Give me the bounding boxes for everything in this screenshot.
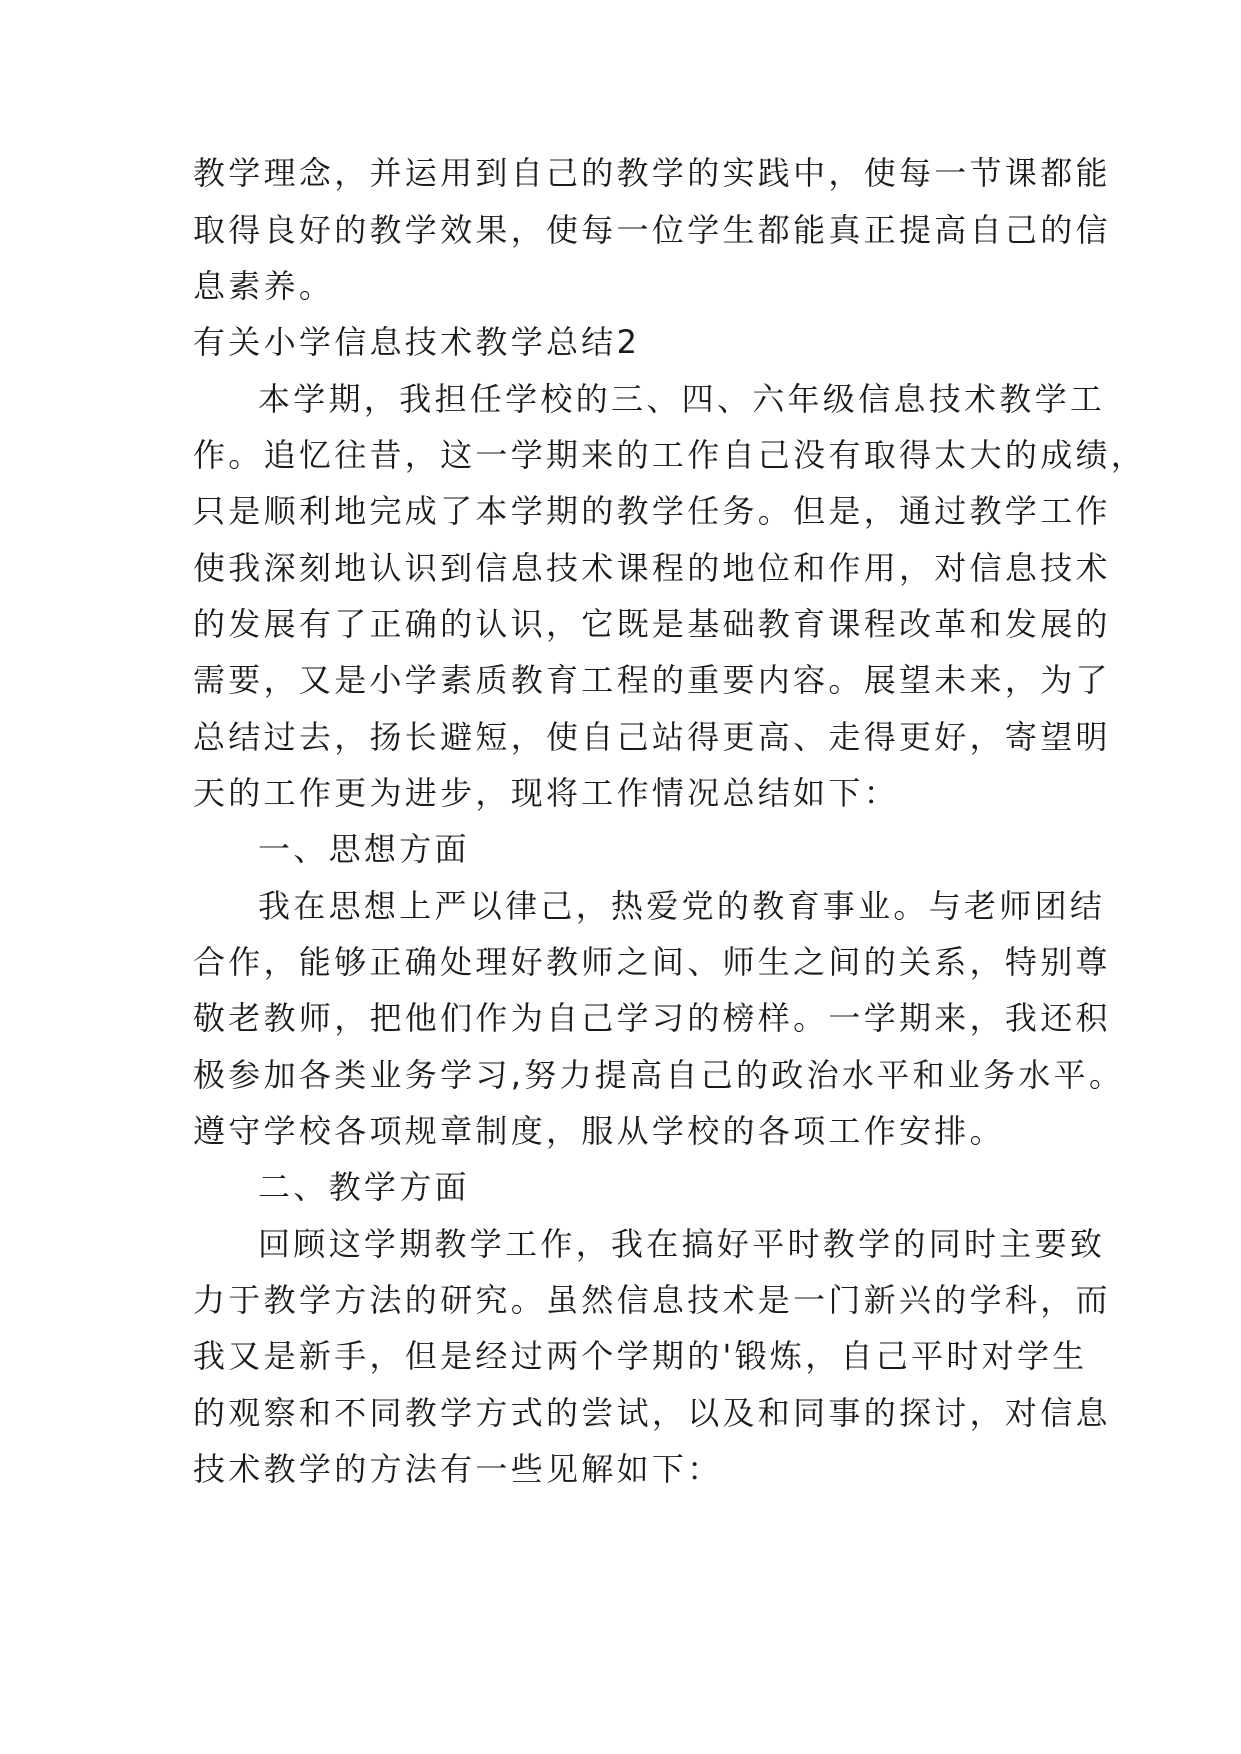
text-line: 技术教学的方法有一些见解如下： xyxy=(193,1450,723,1488)
text-line: 遵守学校各项规章制度，服从学校的各项工作安排。 xyxy=(193,1112,1005,1150)
text-line: 回顾这学期教学工作，我在搞好平时教学的同时主要致 xyxy=(258,1225,1106,1263)
text-line: 的发展有了正确的认识，它既是基础教育课程改革和发展的 xyxy=(193,605,1111,643)
text-line: 的观察和不同教学方式的尝试，以及和同事的探讨，对信息 xyxy=(193,1394,1111,1432)
text-line: 我在思想上严以律己，热爱党的教育事业。与老师团结 xyxy=(258,887,1106,925)
section-heading: 二、教学方面 xyxy=(258,1168,470,1206)
text-line: 总结过去，扬长避短，使自己站得更高、走得更好，寄望明 xyxy=(193,718,1111,756)
text-line: 需要，又是小学素质教育工程的重要内容。展望未来，为了 xyxy=(193,661,1111,699)
text-line: 力于教学方法的研究。虽然信息技术是一门新兴的学科，而 xyxy=(193,1281,1111,1319)
text-line: 敬老教师，把他们作为自己学习的榜样。一学期来，我还积 xyxy=(193,999,1111,1037)
text-line: 只是顺利地完成了本学期的教学任务。但是，通过教学工作 xyxy=(193,492,1111,530)
text-line: 极参加各类业务学习,努力提高自己的政治水平和业务水平。 xyxy=(193,1056,1125,1094)
text-line: 作。追忆往昔，这一学期来的工作自己没有取得太大的成绩， xyxy=(193,436,1147,474)
text-line: 使我深刻地认识到信息技术课程的地位和作用，对信息技术 xyxy=(193,549,1111,587)
text-line: 教学理念，并运用到自己的教学的实践中，使每一节课都能 xyxy=(193,154,1111,192)
text-line: 合作，能够正确处理好教师之间、师生之间的关系，特别尊 xyxy=(193,943,1111,981)
text-line: 天的工作更为进步，现将工作情况总结如下： xyxy=(193,774,900,812)
section-heading: 一、思想方面 xyxy=(258,830,470,868)
text-line: 本学期，我担任学校的三、四、六年级信息技术教学工 xyxy=(258,380,1106,418)
text-line: 我又是新手，但是经过两个学期的'锻炼，自己平时对学生 xyxy=(193,1337,1088,1375)
text-line: 取得良好的教学效果，使每一位学生都能真正提高自己的信 xyxy=(193,211,1111,249)
text-line: 息素养。 xyxy=(193,267,335,305)
section-title: 有关小学信息技术教学总结2 xyxy=(193,323,641,361)
